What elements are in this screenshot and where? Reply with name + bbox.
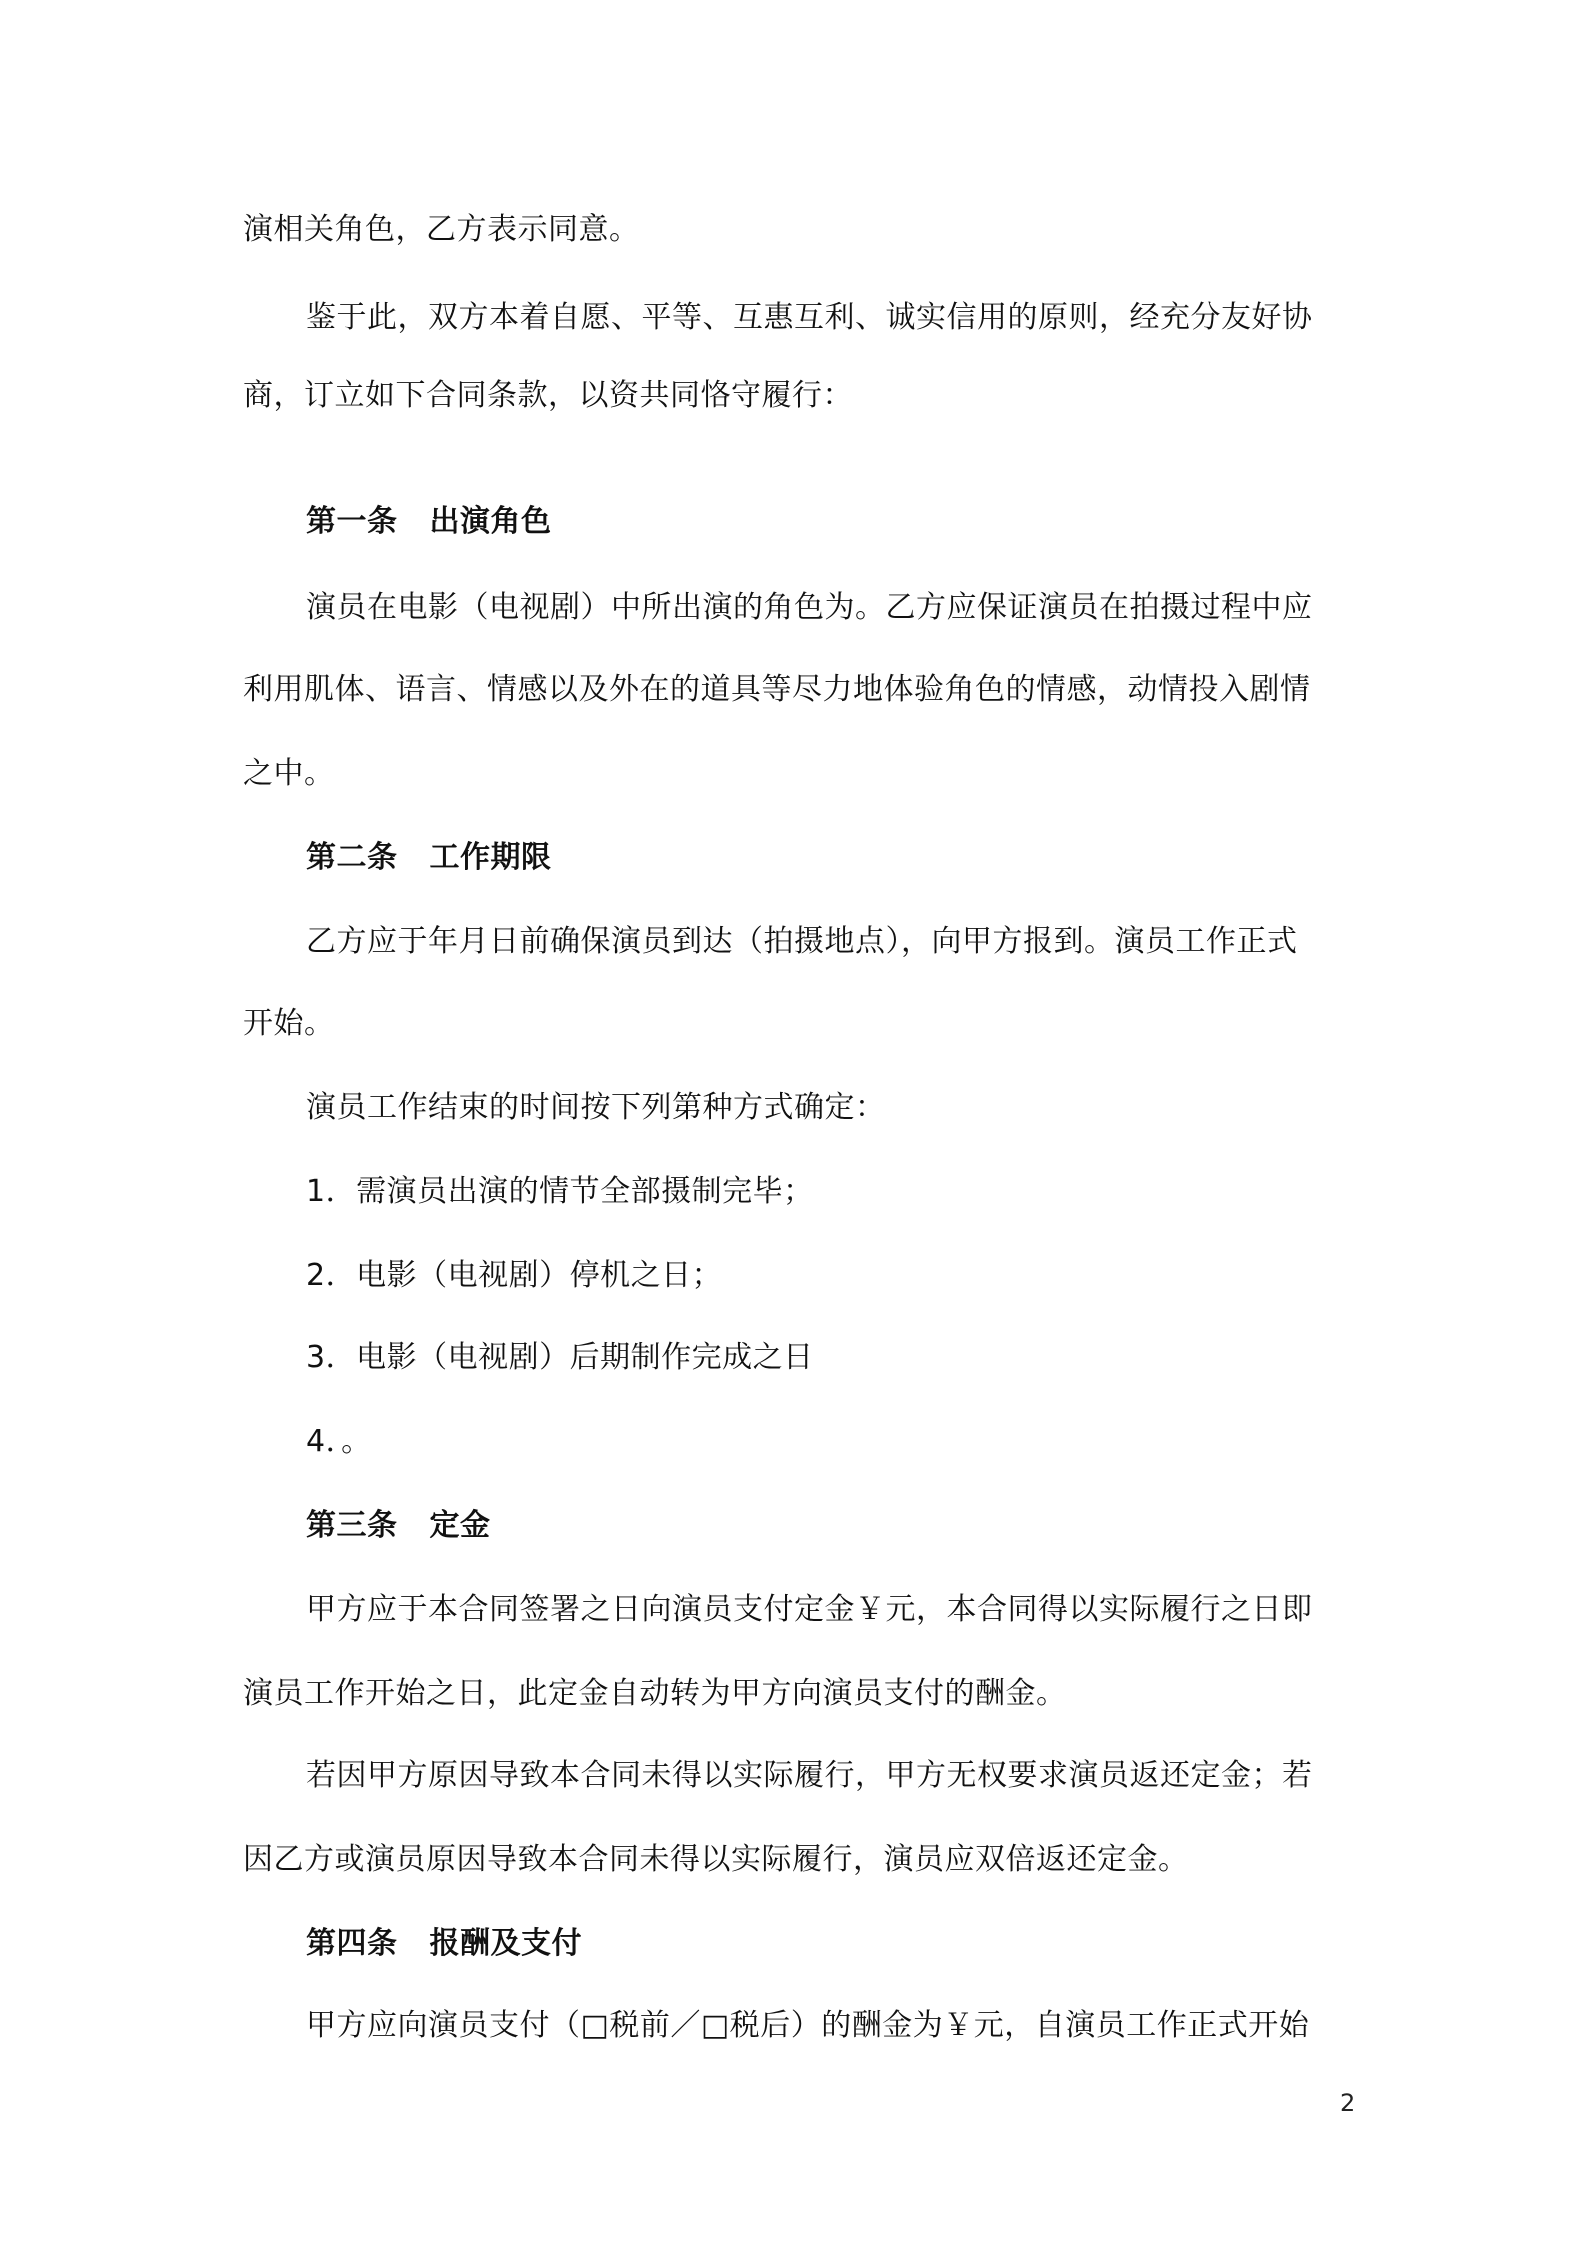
article-number: 第四条 <box>306 1926 398 1961</box>
list-item: 2．电影（电视剧）停机之日； <box>306 1258 723 1293</box>
paragraph-line: 甲方应向演员支付（□税前／□税后）的酬金为￥元，自演员工作正式开始 <box>306 2008 1310 2043</box>
article-4-heading <box>306 1924 582 1964</box>
article-number: 第一条 <box>306 504 398 539</box>
paragraph-line: 之中。 <box>243 756 335 791</box>
article-number: 第三条 <box>306 1508 398 1543</box>
paragraph-line: 演员在电影（电视剧）中所出演的角色为。乙方应保证演员在拍摄过程中应 <box>306 590 1313 625</box>
paragraph-line: 若因甲方原因导致本合同未得以实际履行，甲方无权要求演员返还定金；若 <box>306 1758 1313 1793</box>
paragraph-line: 因乙方或演员原因导致本合同未得以实际履行，演员应双倍返还定金。 <box>243 1842 1189 1877</box>
paragraph-line: 演员工作结束的时间按下列第种方式确定： <box>306 1090 886 1125</box>
paragraph-line: 商，订立如下合同条款，以资共同恪守履行： <box>243 378 853 413</box>
article-2-heading <box>306 838 552 878</box>
page-number: 2 <box>1340 2089 1356 2117</box>
article-number: 第二条 <box>306 840 398 875</box>
article-1-heading <box>306 502 552 542</box>
paragraph-line: 开始。 <box>243 1006 335 1041</box>
article-title: 工作期限 <box>429 840 552 875</box>
article-3-heading <box>306 1506 491 1546</box>
paragraph-line: 甲方应于本合同签署之日向演员支付定金￥元，本合同得以实际履行之日即 <box>306 1592 1313 1627</box>
list-item: 1．需演员出演的情节全部摄制完毕； <box>306 1174 814 1209</box>
paragraph-line: 乙方应于年月日前确保演员到达（拍摄地点），向甲方报到。演员工作正式 <box>306 924 1298 959</box>
paragraph-line: 利用肌体、语言、情感以及外在的道具等尽力地体验角色的情感，动情投入剧情 <box>243 672 1311 707</box>
paragraph-line: 鉴于此，双方本着自愿、平等、互惠互利、诚实信用的原则，经充分友好协 <box>306 300 1313 335</box>
paragraph-line: 演员工作开始之日，此定金自动转为甲方向演员支付的酬金。 <box>243 1676 1067 1711</box>
list-item: 4．。 <box>306 1424 372 1459</box>
paragraph-line: 演相关角色，乙方表示同意。 <box>243 212 640 247</box>
article-title: 报酬及支付 <box>429 1926 582 1961</box>
list-item: 3．电影（电视剧）后期制作完成之日 <box>306 1340 814 1375</box>
article-title: 定金 <box>429 1508 491 1543</box>
article-title: 出演角色 <box>429 504 552 539</box>
